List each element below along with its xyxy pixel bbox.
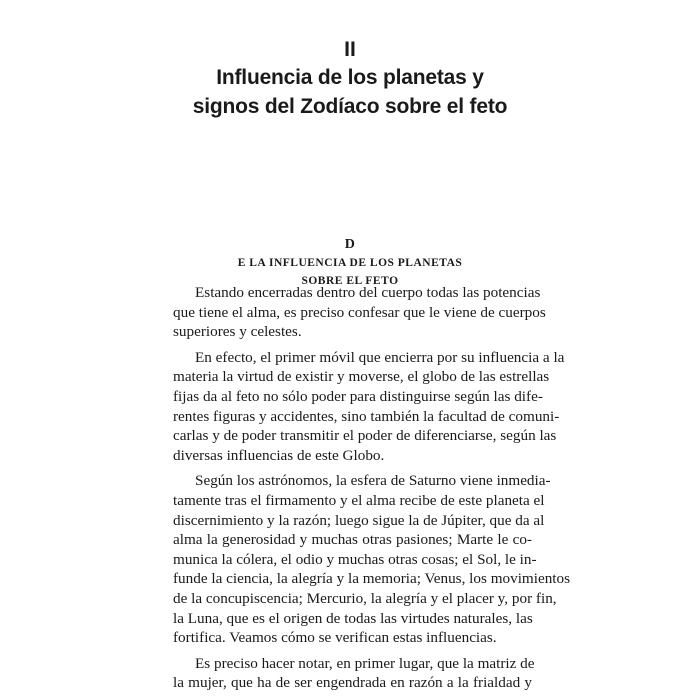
section-heading-initial: D [344, 237, 356, 252]
chapter-title [0, 63, 700, 121]
text-line: la Luna, que es el origen de todas las virtudes naturales, las [173, 609, 533, 627]
text-line: Es preciso hacer notar, en primer lugar, que la matriz de [195, 654, 535, 672]
text-line: munica la cólera, el odio y muchas otras cosas; el Sol, le in- [173, 550, 537, 568]
chapter-number: II [344, 38, 356, 61]
text-line: de la concupiscencia; Mercurio, la alegría y el placer y, por fin, [173, 589, 557, 607]
text-line: la mujer, que ha de ser engendrada en razón a la frialdad y [173, 674, 532, 692]
paragraph [173, 348, 565, 466]
text-line: funde la ciencia, la alegría y la memoria; Venus, los movimientos [173, 570, 571, 588]
chapter-title-line: Influencia de los planetas y [216, 66, 484, 89]
section-heading-rest: E LA INFLUENCIA DE LOS PLANETAS [237, 257, 463, 269]
text-line: materia la virtud de existir y moverse, el globo de las estrellas [173, 368, 550, 386]
text-line: superiores y celestes. [173, 323, 302, 341]
text-line: discernimiento y la razón; luego sigue la de Júpiter, que da al [173, 511, 545, 529]
text-line: Según los astrónomos, la esfera de Saturno viene inmedia- [195, 472, 551, 490]
section-heading [0, 236, 700, 290]
chapter-title-line: signos del Zodíaco sobre el feto [192, 95, 508, 118]
paragraph [173, 654, 535, 693]
section-heading-line [0, 236, 700, 272]
text-line: fortifica. Veamos cómo se verifican estas influencias. [173, 629, 497, 647]
text-line: En efecto, el primer móvil que encierra por su influencia a la [195, 348, 565, 366]
paragraph [173, 283, 546, 342]
text-line: tamente tras el firmamento y el alma recibe de este planeta el [173, 491, 545, 509]
text-line: que tiene el alma, es preciso confesar que le viene de cuerpos [173, 303, 546, 321]
section-heading-line: SOBRE EL FETO [301, 275, 399, 287]
text-line: alma la generosidad y muchas otras pasiones; Marte le co- [173, 531, 532, 549]
text-line: rentes figuras y accidentes, sino también la facultad de comuni- [173, 407, 560, 425]
text-line: Estando encerradas dentro del cuerpo todas las potencias [195, 284, 541, 301]
text-line: diversas influencias de este Globo. [173, 446, 385, 464]
text-line: fijas da al feto no sólo poder para distinguirse según las dife- [173, 387, 543, 405]
paragraph [173, 471, 571, 647]
text-line: carlas y de poder transmitir el poder de diferenciarse, según las [173, 427, 557, 445]
body-text [173, 283, 571, 699]
